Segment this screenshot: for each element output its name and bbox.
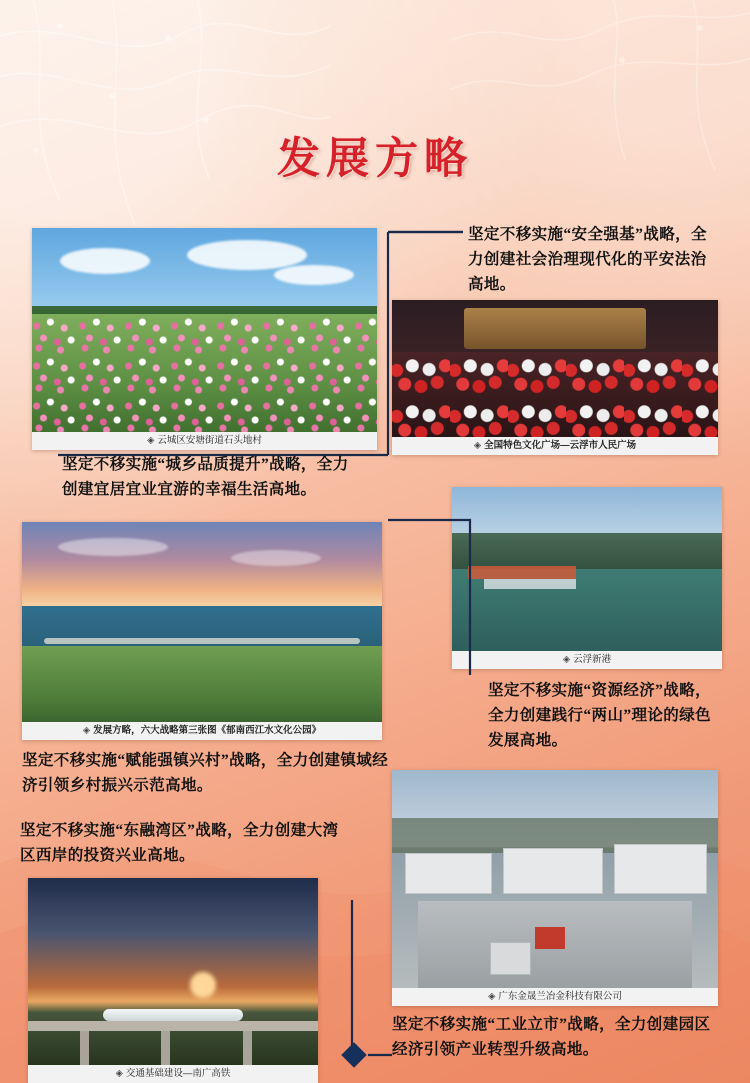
strategy-industry: 坚定不移实施“工业立市”战略，全力创建园区经济引领产业转型升级高地。	[392, 1016, 711, 1058]
caption-bullet-icon: ◈	[82, 725, 91, 736]
strategy-urban-rural: 坚定不移实施“城乡品质提升”战略，全力创建宜居宜业宜游的幸福生活高地。	[62, 456, 349, 498]
strategy-resource-economy: 坚定不移实施“资源经济”战略，全力创建践行“两山”理论的绿色发展高地。	[488, 682, 712, 749]
caption-bullet-icon: ◈	[115, 1068, 123, 1079]
caption-bullet-icon: ◈	[562, 654, 571, 665]
page-title: 发展方略	[277, 136, 473, 183]
photo-culture-square-caption: ◈ 全国特色文化广场—云浮市人民广场	[392, 437, 718, 455]
strategy-safety: 坚定不移实施“安全强基”战略，全力创建社会治理现代化的平安法治高地。	[468, 226, 707, 293]
photo-jinsheng-lanye-caption: ◈ 广东金晟兰冶金科技有限公司	[392, 988, 718, 1006]
caption-bullet-icon: ◈	[473, 440, 482, 451]
caption-bullet-icon: ◈	[147, 435, 155, 446]
photo-water-culture-park-caption: ◈ 发展方略，六大战略第三张图《郁南西江水文化公园》	[22, 722, 382, 740]
photo-yunfu-new-port-caption: ◈ 云浮新港	[452, 651, 722, 669]
photo-high-speed-rail-caption: ◈ 交通基础建设—南广高铁	[28, 1065, 318, 1083]
strategy-east-bay: 坚定不移实施“东融湾区”战略，全力创建大湾区西岸的投资兴业高地。	[20, 822, 339, 864]
photo-flower-field-caption: ◈ 云城区安塘街道石头地村	[32, 432, 377, 450]
caption-bullet-icon: ◈	[488, 991, 496, 1002]
strategy-empower-town: 坚定不移实施“赋能强镇兴村”战略，全力创建镇域经济引领乡村振兴示范高地。	[22, 752, 389, 794]
